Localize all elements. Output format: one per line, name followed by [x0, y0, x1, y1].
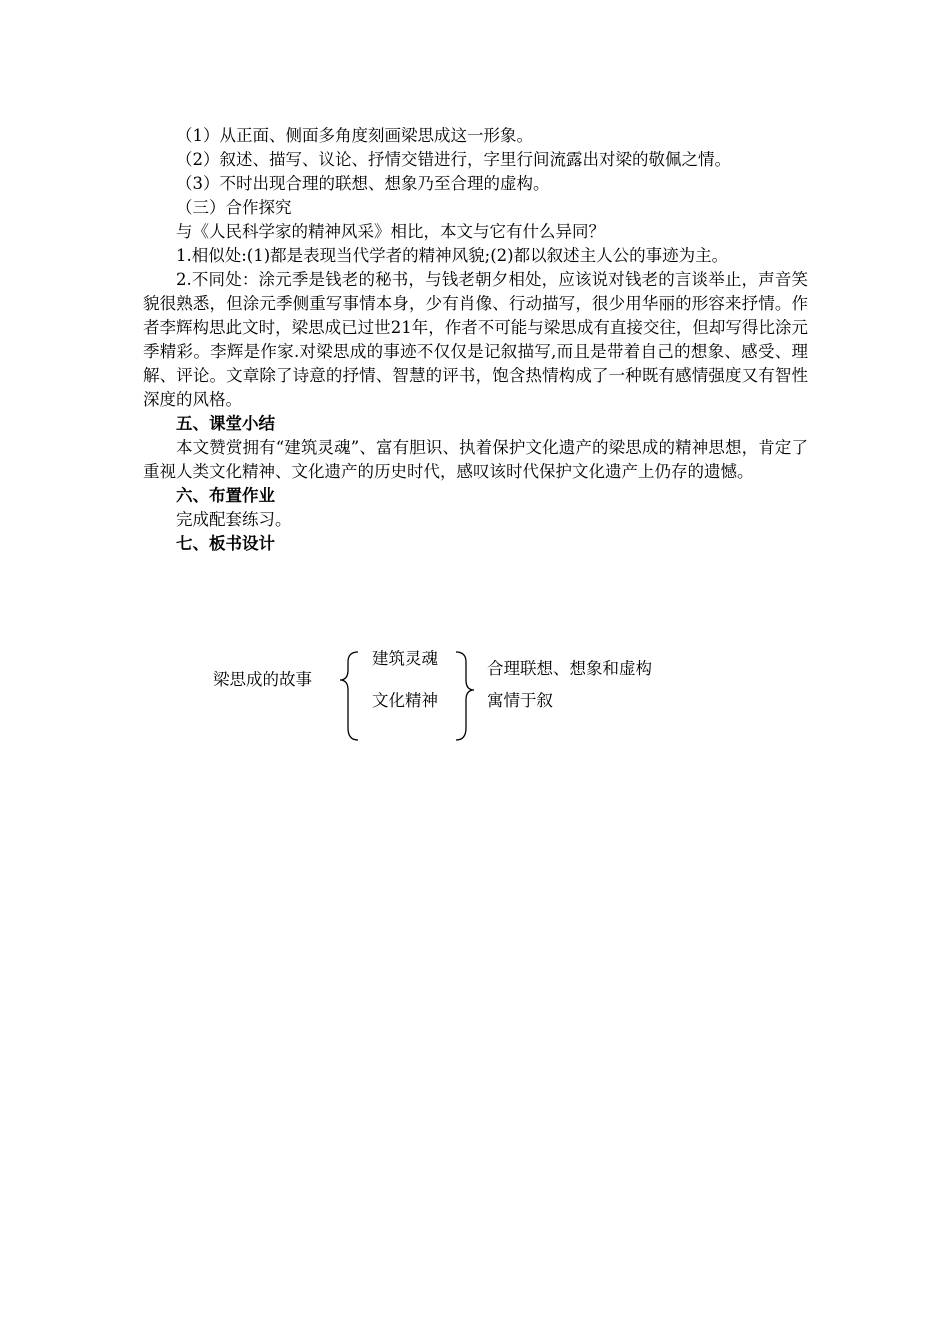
homework-paragraph: 完成配套练习。 [176, 510, 292, 529]
summary-paragraph: 本文赞赏拥有“建筑灵魂”、富有胆识、执着保护文化遗产的梁思成的精神思想，肯定了重视人类文化精神、文化遗产的历史时代，感叹该时代保护文化遗产上仍存的遗憾。 [143, 438, 808, 481]
board-right-item-2: 寓情于叙 [487, 691, 553, 710]
board-heading: 七、板书设计 [176, 534, 275, 553]
board-middle-item-1: 建筑灵魂 [372, 649, 438, 668]
board-title: 梁思成的故事 [213, 670, 312, 689]
similarity-paragraph: 1.相似处:(1)都是表现当代学者的精神风貌;(2)都以叙述主人公的事迹为主。 [176, 246, 729, 265]
cooperation-question: 与《人民科学家的精神风采》相比，本文与它有什么异同？ [176, 222, 605, 241]
cooperation-heading: （三）合作探究 [176, 198, 292, 217]
difference-paragraph: 2.不同处：涂元季是钱老的秘书，与钱老朝夕相处，应该说对钱老的言谈举止，声音笑貌很熟悉，但涂元季侧重写事情本身，少有肖像、行动描写，很少用华丽的形容来抒情。作者李辉构思此文时，梁思成已过世21年，作者不可能与梁思成有直接交往，但却写得比涂元季精彩。李辉是作家.对梁思成的事迹不仅仅是记叙描写,而且是带着自己的想象、感受、理解、评论。文章除了诗意的抒情、智慧的评书，饱含热情构成了一种既有感情强度又有智性深度的风格。 [143, 270, 808, 409]
summary-heading: 五、课堂小结 [176, 414, 275, 433]
homework-heading: 六、布置作业 [176, 486, 275, 505]
document-body [143, 124, 808, 556]
analysis-item-2: （2）叙述、描写、议论、抒情交错进行，字里行间流露出对梁的敬佩之情。 [176, 150, 731, 169]
board-right-item-1: 合理联想、想象和虚构 [487, 659, 652, 678]
analysis-item-3: （3）不时出现合理的联想、想象乃至合理的虚构。 [176, 174, 550, 193]
left-brace [340, 652, 358, 740]
board-middle-item-2: 文化精神 [372, 691, 438, 710]
analysis-item-1: （1）从正面、侧面多角度刻画梁思成这一形象。 [176, 126, 533, 145]
right-brace [456, 652, 474, 740]
